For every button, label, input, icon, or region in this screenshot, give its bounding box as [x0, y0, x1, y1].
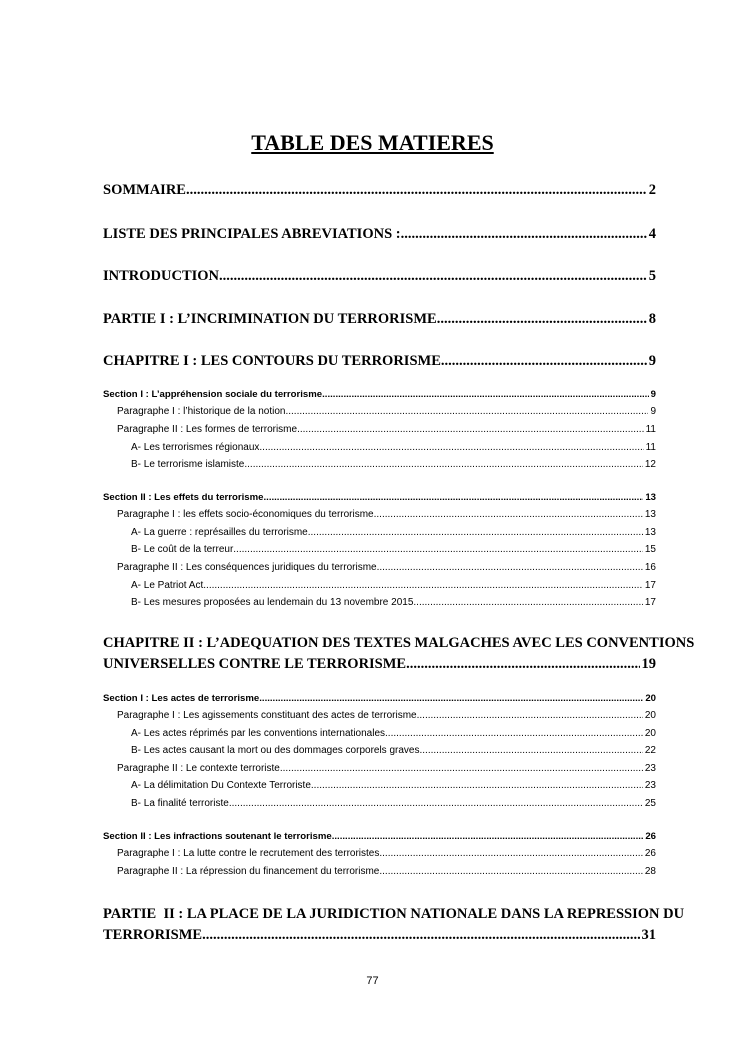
- toc-entry-label: B- Les actes causant la mort ou des dommages corporels graves: [131, 745, 420, 756]
- toc-entry-label-line2: TERRORISME: [103, 927, 203, 943]
- dot-leader: [311, 780, 643, 791]
- toc-entry-subitem[interactable]: [131, 728, 656, 739]
- toc-entry-label: Paragraphe II : La répression du financement du terrorisme: [117, 866, 380, 877]
- toc-entry-page: 20: [645, 693, 656, 704]
- toc-entry-page: 22: [644, 745, 656, 756]
- toc-entry-paragraph[interactable]: [117, 509, 656, 520]
- toc-entry-label: A- Les actes réprimés par les conventions internationales: [131, 728, 386, 739]
- dot-leader: [379, 848, 643, 859]
- toc-entry-subitem[interactable]: [131, 459, 656, 470]
- toc-entry-label: Paragraphe I : l’historique de la notion: [117, 406, 286, 417]
- toc-entry-page: 19: [641, 656, 656, 672]
- toc-entry-label: A- Les terrorismes régionaux: [131, 442, 260, 453]
- toc-entry-label-line1: CHAPITRE II : L’ADEQUATION DES TEXTES MALGACHES AVEC LES CONVENTIONS: [103, 635, 695, 651]
- toc-entry-page: 13: [644, 527, 656, 538]
- toc-entry-section[interactable]: [103, 389, 656, 400]
- toc-entry-label: B- La finalité terroriste: [131, 798, 229, 809]
- dot-leader: [419, 745, 642, 756]
- toc-entry-page: 20: [644, 728, 656, 739]
- dot-leader: [285, 406, 648, 417]
- toc-entry-subitem[interactable]: [131, 527, 656, 538]
- toc-entry-page: 28: [644, 866, 656, 877]
- toc-entry-page: 26: [644, 848, 656, 859]
- toc-entry-label: CHAPITRE I : LES CONTOURS DU TERRORISME: [103, 353, 441, 369]
- toc-entry-introduction[interactable]: [103, 268, 656, 285]
- dot-leader: [401, 226, 647, 243]
- toc-entry-page: 25: [644, 798, 656, 809]
- toc-entry-page: 13: [644, 509, 656, 520]
- dot-leader: [385, 728, 643, 739]
- toc-entry-page: 2: [648, 182, 656, 198]
- dot-leader: [308, 527, 643, 538]
- dot-leader: [322, 389, 649, 400]
- dot-leader: [259, 693, 643, 704]
- toc-entry-subitem[interactable]: [131, 780, 656, 791]
- toc-entry-label: LISTE DES PRINCIPALES ABREVIATIONS :: [103, 226, 401, 242]
- toc-entry-label: Section II : Les infractions soutenant le terrorisme: [103, 831, 332, 842]
- toc-entry-subitem[interactable]: [131, 745, 656, 756]
- toc-entry-paragraph[interactable]: [117, 710, 656, 721]
- toc-entry-label: Paragraphe II : Les conséquences juridiques du terrorisme.: [117, 562, 380, 573]
- toc-entry-label: Section I : L’appréhension sociale du terrorisme: [103, 389, 323, 400]
- toc-entry-sommaire[interactable]: [103, 182, 656, 199]
- dot-leader: [379, 866, 643, 877]
- dot-leader: [202, 927, 639, 944]
- toc-entry-page: 9: [648, 353, 656, 369]
- dot-leader: [297, 424, 644, 435]
- toc-entry-page: 13: [645, 492, 656, 503]
- toc-entry-label: Paragraphe I : Les agissements constituant des actes de terrorisme: [117, 710, 417, 721]
- toc-entry-page: 4: [648, 226, 656, 242]
- dot-leader: [186, 182, 647, 199]
- toc-entry-page: 26: [645, 831, 656, 842]
- dot-leader: [219, 268, 647, 285]
- toc-entry-page: 15: [644, 544, 656, 555]
- toc-entry-page: 17: [644, 580, 656, 591]
- toc-entry-section[interactable]: [103, 831, 656, 842]
- toc-entry-label: Paragraphe I : La lutte contre le recrutement des terroristes: [117, 848, 380, 859]
- toc-entry-abreviations[interactable]: [103, 226, 656, 243]
- toc-entry-subitem[interactable]: [131, 597, 656, 608]
- toc-entry-section[interactable]: [103, 693, 656, 704]
- dot-leader: [332, 831, 644, 842]
- toc-entry-label: Paragraphe I : les effets socio-économiques du terrorisme: [117, 509, 374, 520]
- toc-entry-page: 23: [644, 780, 656, 791]
- toc-entry-paragraph[interactable]: [117, 763, 656, 774]
- toc-entry-page: 31: [641, 927, 656, 943]
- toc-entry-label: B- Le terrorisme islamiste: [131, 459, 245, 470]
- dot-leader: [280, 763, 643, 774]
- toc-entry-label: Paragraphe II : Les formes de terrorisme: [117, 424, 298, 435]
- toc-entry-paragraph[interactable]: [117, 866, 656, 877]
- toc-entry-paragraph[interactable]: [117, 406, 656, 417]
- page-title: TABLE DES MATIERES: [251, 130, 494, 155]
- dot-leader: [413, 597, 642, 608]
- dot-leader: [203, 580, 643, 591]
- toc-entry-label: B- Le coût de la terreur: [131, 544, 234, 555]
- toc-entry-page: 9: [650, 389, 656, 400]
- dot-leader: [229, 798, 643, 809]
- dot-leader: [379, 562, 643, 573]
- toc-entry-label: A- La guerre : représailles du terrorisme: [131, 527, 308, 538]
- toc-entry-paragraph[interactable]: [117, 562, 656, 573]
- dot-leader: [441, 353, 647, 370]
- toc-entry-label: A- Le Patriot Act: [131, 580, 204, 591]
- toc-entry-page: 11: [645, 424, 656, 435]
- dot-leader: [437, 311, 647, 328]
- toc-entry-label: PARTIE I : L’INCRIMINATION DU TERRORISME: [103, 311, 437, 327]
- toc-entry-section[interactable]: [103, 492, 656, 503]
- dot-leader: [244, 459, 643, 470]
- toc-entry-page: 17: [644, 597, 656, 608]
- toc-entry-page: 16: [644, 562, 656, 573]
- toc-entry-label: SOMMAIRE: [103, 182, 186, 198]
- toc-entry-page: 9: [650, 406, 656, 417]
- toc-entry-subitem[interactable]: [131, 442, 656, 453]
- toc-entry-page: 20: [644, 710, 656, 721]
- toc-entry-page: 23: [644, 763, 656, 774]
- toc-entry-partie-1[interactable]: [103, 311, 656, 328]
- toc-entry-page: 8: [648, 311, 656, 327]
- dot-leader: [417, 710, 643, 721]
- toc-entry-page: 11: [645, 442, 656, 453]
- toc-entry-subitem[interactable]: [131, 798, 656, 809]
- toc-entry-chapitre-1[interactable]: [103, 353, 656, 370]
- toc-entry-paragraph[interactable]: [117, 424, 656, 435]
- toc-entry-page: 5: [648, 268, 656, 284]
- toc-entry-page: 12: [644, 459, 656, 470]
- toc-entry-label: INTRODUCTION: [103, 268, 220, 284]
- toc-entry-paragraph[interactable]: [117, 848, 656, 859]
- toc-entry-label: Section II : Les effets du terrorisme: [103, 492, 264, 503]
- page-number: 77: [366, 975, 379, 987]
- toc-entry-label: Section I : Les actes de terrorisme: [103, 693, 260, 704]
- toc-entry-label: Paragraphe II : Le contexte terroriste: [117, 763, 280, 774]
- dot-leader: [259, 442, 643, 453]
- toc-entry-subitem[interactable]: [131, 544, 656, 555]
- dot-leader: [263, 492, 643, 503]
- dot-leader: [406, 656, 639, 673]
- dot-leader: [374, 509, 643, 520]
- toc-entry-partie-2[interactable]: [103, 906, 685, 944]
- toc-entry-chapitre-2[interactable]: [103, 635, 695, 673]
- dot-leader: [233, 544, 643, 555]
- toc-entry-label: B- Les mesures proposées au lendemain du 13 novembre 2015: [131, 597, 414, 608]
- toc-entry-subitem[interactable]: [131, 580, 656, 591]
- toc-entry-label: A- La délimitation Du Contexte Terroriste: [131, 780, 311, 791]
- toc-entry-label-line1: PARTIE II : LA PLACE DE LA JURIDICTION NATIONALE DANS LA REPRESSION DU: [103, 906, 685, 922]
- toc-entry-label-line2: UNIVERSELLES CONTRE LE TERRORISME: [103, 656, 407, 672]
